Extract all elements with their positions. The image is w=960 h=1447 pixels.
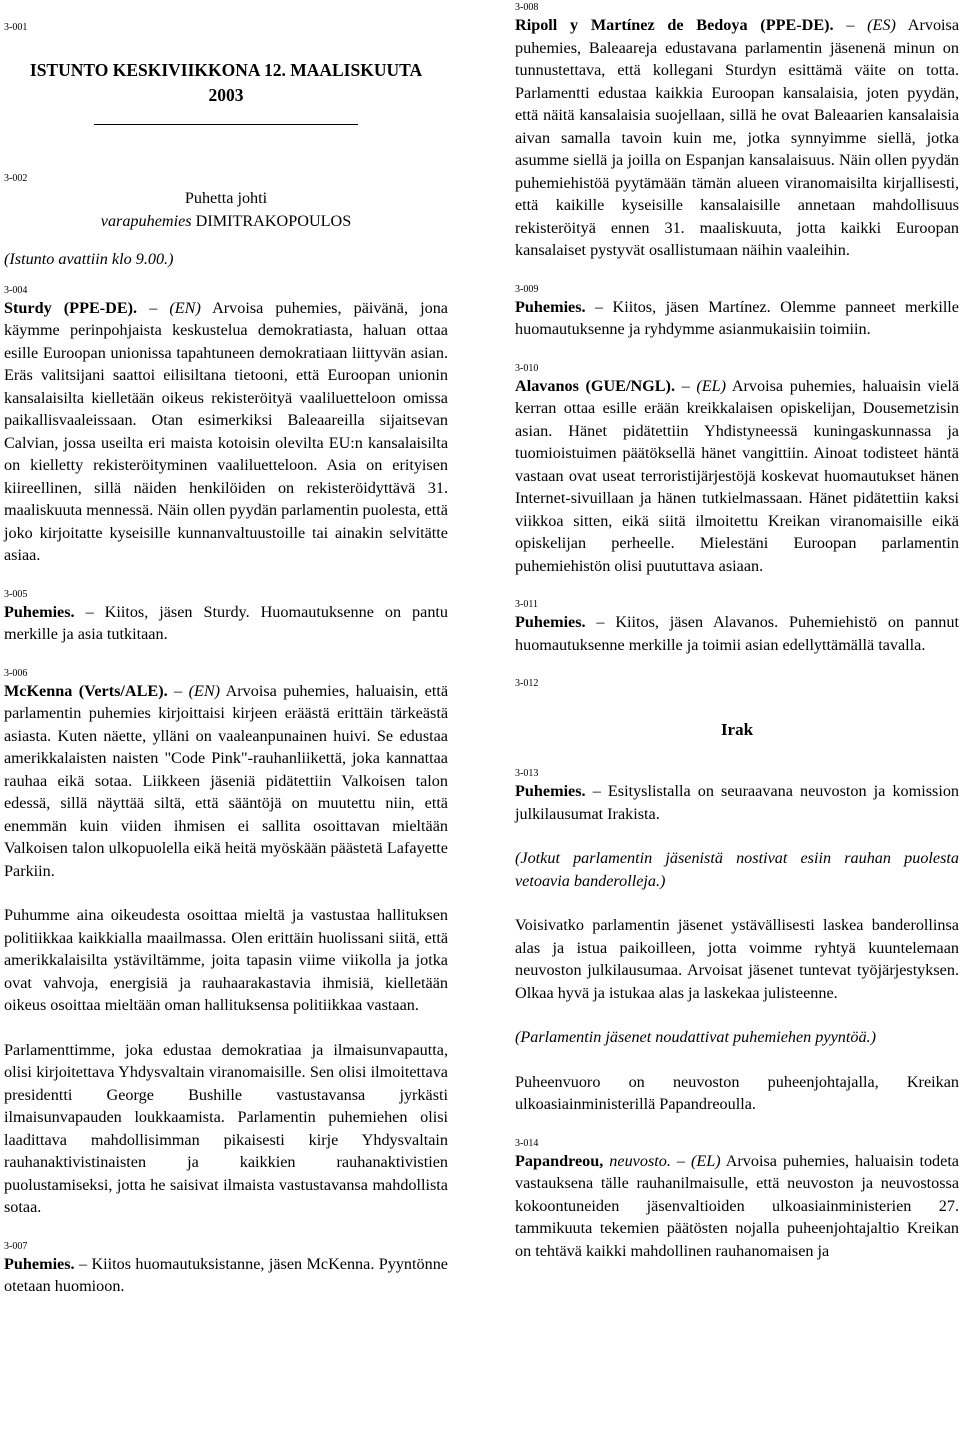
- speaker-name: Ripoll y Martínez de Bedoya (PPE-DE).: [515, 16, 834, 34]
- speaker-name: McKenna (Verts/ALE).: [4, 681, 168, 700]
- speech-president: Puhemies. – Kiitos huomautuksistanne, jäsen McKenna. Pyyntönne otetaan huomioon.: [4, 1254, 448, 1295]
- item-code: 3-009: [515, 283, 539, 295]
- stage-direction: (Parlamentin jäsenet noudattivat puhemiehen pyyntöä.): [515, 1028, 876, 1046]
- floor-given: Puheenvuoro on neuvoston puheenjohtajalla, Kreikan ulkoasiainministerillä Papandreoulla.: [515, 1072, 959, 1113]
- speaker-name: Alavanos (GUE/NGL).: [515, 376, 675, 395]
- item-code: 3-013: [515, 768, 539, 779]
- item-code: 3-006: [4, 667, 28, 679]
- item-code: 3-002: [4, 173, 28, 184]
- speech-sturdy: Sturdy (PPE-DE). – (EN) Arvoisa puhemies, päivänä, jona käymme perinpohjaista keskustelua demokratiasta, haluan ottaa esille Euroopan unionissa tapahtuneen demokratiaan liittyvän asian. Eräs valitsijani saattoi eilisiltana tietooni, että Euroopan unionin kansalaisilta kielletään oikeus rekisteröityä vaaliluetteloon omissa paikallisvaaleissaan. Otan esimerkiksi Baleaareilla sijaitsevan Calvian, jossa useilta eri maista kotoisin olevilta EU:n kansalaisilta on kielletty rekisteröityminen vaaliluetteloon. Asia on erityisen kiireellinen, sillä näiden henkilöiden on rekisteröidyttävä 31. maaliskuuta mennessä. Näin ollen pyydän parlamentin puolesta, että joko kirjoitatte kyseisille kunnanvaltuustoille tai ainakin selvitätte asiaa.: [4, 298, 448, 564]
- item-code: 3-004: [4, 284, 28, 296]
- speech-mckenna-p3: Parlamenttimme, joka edustaa demokratiaa ja ilmaisunvapautta, olisi kirjoitettava Yhdysvaltain viranomaisille. Sen olisi ilmoitettava presidentti George Bushille vastustavansa jyrkästi ilmaisunvapauden loukkaamista. Parlamentin puhemiehen olisi laadittava mahdollisimman pikaisesti kirje Yhdysvaltain rauhanaktivistinaisten ja kaikkien rauhanaktivistien puolustamiseksi, jotta he saisivat ilmaista vastustavansa mahdollista sotaa.: [4, 1040, 448, 1216]
- right-column: [515, 0, 959, 1262]
- speaker-name: Sturdy (PPE-DE).: [4, 298, 138, 317]
- speech-president: Puhemies. – Kiitos, jäsen Martínez. Olemme panneet merkille huomautuksenne ja ryhdymme asianmukaisiin toimiin.: [515, 297, 959, 338]
- left-column: [4, 0, 448, 1298]
- item-code: 3-001: [4, 22, 28, 33]
- speaker-name: Papandreou,: [515, 1151, 604, 1170]
- speech-mckenna: McKenna (Verts/ALE). – (EN) Arvoisa puhemies, haluaisin, että parlamentin puhemies kirjoittaisi kirjeen eräästä erittäin tärkeästä asiasta. Kuten näette, ylläni on vaaleanpunainen huivi. Se edustaa amerikkalaisten naisten "Code Pink"-rauhanliikettä, joka kannattaa rauhaa eikä sotaa. Liikkeen jäseniä pidätettiin Valkoisen talon edessä, sillä näyttää siltä, että sääntöjä on muutettu niin, että enemmän kuin viiden ihmisen ei sallita osoittavan mieltään Valkoisen talon ulkopuolella eikä heitä myöskään päästetä Lafayette Parkiin.: [4, 681, 449, 880]
- item-code: 3-010: [515, 362, 539, 374]
- item-code: 3-005: [4, 588, 28, 600]
- chair-line: Puhetta johti: [184, 189, 268, 207]
- stage-direction: (Jotkut parlamentin jäsenistä nostivat esiin rauhan puolesta vetoavia banderolleja.): [515, 849, 959, 890]
- president-request: Voisivatko parlamentin jäsenet ystävällisesti laskea banderollinsa alas ja istua paikoilleen, jotta voimme ryhtyä kuuntelemaan neuvoston julkilausumaa. Arvoisat jäsenet tuntevat työjärjestyksen. Olkaa hyvä ja istukaa alas ja laskekaa julisteenne.: [515, 916, 959, 1002]
- item-code: 3-008: [515, 2, 539, 13]
- opening-note: (Istunto avattiin klo 9.00.): [4, 250, 174, 268]
- speaker-name: Puhemies.: [515, 613, 586, 631]
- item-code: 3-007: [4, 1240, 28, 1252]
- speaker-name: Puhemies.: [515, 782, 586, 800]
- speaker-name: Puhemies.: [4, 1254, 75, 1273]
- section-heading: Irak: [720, 720, 754, 739]
- speech-president: Puhemies. – Kiitos, jäsen Alavanos. Puhemiehistö on pannut huomautuksenne merkille ja toimii asian edellyttämällä tavalla.: [515, 613, 959, 654]
- item-code: 3-014: [515, 1137, 539, 1149]
- chair-name-line: varapuhemies DIMITRAKOPOULOS: [100, 211, 352, 230]
- session-year: 2003: [208, 85, 244, 105]
- speech-president: Puhemies. – Esityslistalla on seuraavana neuvoston ja komission julkilausumat Irakista.: [515, 782, 960, 823]
- speech-papandreou: Papandreou, neuvosto. – (EL) Arvoisa puhemies, haluaisin todeta vastauksena tälle rauhanilmaisulle, että neuvoston ja neuvostossa kokoontuneiden jäsenvaltioiden ulkoasiainministerien 27. tammikuuta tekemien päätösten nojalla puheenjohtajaltio Kreikan on tehtävä kaikki mahdollinen rauhanomaisen ja: [515, 1151, 959, 1260]
- speech-mckenna-p2: Puhumme aina oikeudesta osoittaa mieltä ja vastustaa hallituksen politiikkaa kaikkialla maailmassa. Olen erittäin huolissani siitä, että amerikkalaisilta ystäviltämme, joita tapasin viime viikolla ja jotka ovat vahvoja, energisiä ja rauhaarakastavia ihmisiä, kielletään oikeus osoittaa mieltään oman hallituksensa politiikkaa vastaan.: [4, 906, 448, 1014]
- session-title: ISTUNTO KESKIVIIKKONA 12. MAALISKUUTA: [29, 60, 423, 80]
- speech-alavanos: Alavanos (GUE/NGL). – (EL) Arvoisa puhemies, haluaisin vielä kerran ottaa esille erään kreikkalaisen opiskelijan, Dousemetzisin asian. Hänet pidätettiin Yhdistyneessä kuningaskunnassa ja tuomioistuimen päätöksellä hänet vangittiin. Ainoat todisteet häntä vastaan ovat useat terroristijärjestöjä koskevat huomautukset hänen Internet-sivuillaan ja hänen tutkielmassaan. Hänet pidätettiin kaksi viikkoa sitten, eikä siitä ilmoitettu Kreikan viranomaisille eikä opiskelijan perheelle. Mielestäni Euroopan parlamentin puhemiehistön olisi puututtava asiaan.: [515, 376, 960, 575]
- speech-president: Puhemies. – Kiitos, jäsen Sturdy. Huomautuksenne on pantu merkille ja asia tutkitaan.: [4, 602, 449, 643]
- speaker-name: Puhemies.: [4, 602, 75, 621]
- title-rule: [94, 124, 358, 125]
- item-code: 3-011: [515, 599, 538, 610]
- speaker-name: Puhemies.: [515, 297, 586, 316]
- item-code: 3-012: [515, 678, 539, 689]
- speech-ripoll: Ripoll y Martínez de Bedoya (PPE-DE). – (ES) Arvoisa puhemies, Baleaareja edustavana parlamentin jäsenenä minun on tunnustettava, että kollegani Sturdyn esittämä väite on totta. Parlamentti edustaa kaikkia Euroopan kansalaisia, joten pyydän, että näitä kansalaisia suojellaan, sillä he ovat Baleaarien kansalaisia aivan samalla tavoin kuin me, jotka synnyimme siellä, jotka asumme siellä ja joilla on Espanjan kansalaisuus. Näin ollen pyydän puhemiehistöä pyytämään tämän alueen viranomaisilta kirjallisesti, että kaikille kyseisille kansalaisille annetaan mahdollisuus rekisteröityä ennen 31. maaliskuuta, jotta kaikki Euroopan kansalaiset pystyvät osallistumaan näihin vaaleihin.: [515, 16, 960, 259]
